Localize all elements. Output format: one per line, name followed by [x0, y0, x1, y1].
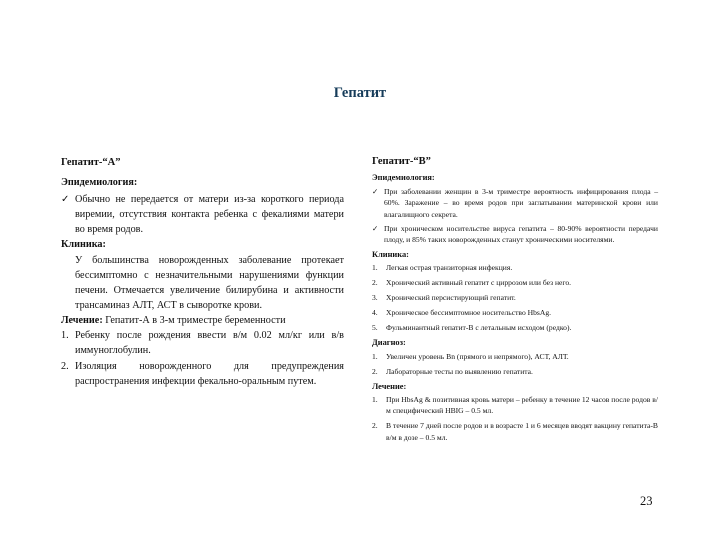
hepatitis-a-treatment-label: Лечение:: [61, 315, 103, 327]
list-number: 2.: [61, 360, 69, 372]
hepatitis-b-clinic-item-text: Легкая острая транзиторная инфекция.: [386, 263, 513, 273]
hepatitis-b-clinic-item: [372, 307, 658, 318]
list-number: 1.: [61, 329, 69, 341]
hepatitis-a-treatment-item: [61, 360, 344, 390]
hepatitis-a-clinic-label: Клиника:: [61, 238, 106, 250]
hepatitis-b-column: [372, 156, 658, 447]
hepatitis-a-treatment-item: [61, 329, 344, 359]
hepatitis-a-epidemiology-item: [61, 193, 344, 238]
hepatitis-a-column: [61, 156, 344, 391]
hepatitis-b-clinic-label: Клиника:: [372, 249, 409, 259]
hepatitis-b-epidemiology-item: [372, 186, 658, 220]
hepatitis-b-treatment-item-text: При HbsAg & позитивная кровь матери – ребенку в течение 12 часов после родов в/м специфический HBIG – 0.5 мл.: [386, 395, 658, 416]
hepatitis-b-epidemiology-label: Эпидемиология:: [372, 173, 435, 183]
list-number: 2.: [372, 421, 378, 431]
hepatitis-b-diagnosis-item-text: Лабораторные тесты по выявлению гепатита.: [386, 366, 533, 376]
hepatitis-b-diagnosis-item: [372, 366, 658, 377]
hepatitis-a-heading: Гепатит-“А”: [61, 157, 121, 168]
hepatitis-b-clinic-item: [372, 262, 658, 273]
hepatitis-b-epidemiology-item: [372, 223, 658, 246]
hepatitis-b-epidemiology-text: При заболевании женщин в 3-м триместре вероятность инфицирования плода – 60%. Заражение – во время родов при заглатывании материнской крови или влагалищного секрета.: [384, 186, 658, 219]
list-number: 3.: [372, 293, 378, 303]
hepatitis-b-diagnosis-item-text: Увеличен уровень Bn (прямого и непрямого), АСТ, АЛТ.: [386, 351, 569, 361]
hepatitis-b-treatment-item: [372, 394, 658, 417]
check-icon: ✓: [372, 224, 379, 234]
hepatitis-a-clinic-text: У большинства новорожденных заболевание протекает бессимптомно с незначительными нарушениями функции печени. Отмечается увеличение билирубина и активности трансаминаз АЛТ, АСТ в сыворотке крови.: [75, 255, 344, 312]
list-number: 4.: [372, 308, 378, 318]
hepatitis-b-diagnosis-label: Диагноз:: [372, 338, 406, 348]
hepatitis-b-diagnosis-item: [372, 351, 658, 362]
page-number: 23: [640, 494, 653, 508]
hepatitis-b-clinic-item: [372, 277, 658, 288]
hepatitis-b-clinic-item-text: Хронический активный гепатит с циррозом или без него.: [386, 278, 572, 288]
hepatitis-a-epidemiology-label: Эпидемиология:: [61, 176, 138, 188]
hepatitis-b-clinic-item: [372, 322, 658, 333]
list-number: 1.: [372, 263, 378, 273]
check-icon: ✓: [372, 186, 379, 196]
hepatitis-b-treatment-item: [372, 420, 658, 443]
hepatitis-b-clinic-item-text: Хроническое бессимптомное носительство HbsAg.: [386, 308, 552, 318]
hepatitis-b-treatment-label: Лечение:: [372, 381, 407, 391]
check-icon: ✓: [61, 193, 70, 205]
list-number: 5.: [372, 323, 378, 333]
list-number: 2.: [372, 278, 378, 288]
hepatitis-b-treatment-item-text: В течение 7 дней после родов и в возрасте 1 и 6 месяцев вводят вакцину гепатита-В в/м в дозе – 0.5 мл.: [386, 421, 658, 442]
hepatitis-a-epidemiology-text: Обычно не передается от матери из-за короткого периода виремии, отсутствия контакта ребенка с фекалиями матери во время родов.: [75, 193, 344, 235]
hepatitis-a-treatment-item-text: Изоляция новорожденного для предупреждения распространения инфекции фекально-оральным путем.: [75, 360, 344, 387]
hepatitis-b-heading: Гепатит-“В”: [372, 156, 431, 167]
list-number: 2.: [372, 366, 378, 376]
hepatitis-b-clinic-item-text: Хронический персистирующий гепатит.: [386, 293, 516, 303]
hepatitis-a-treatment-line: [61, 314, 344, 329]
hepatitis-b-clinic-item: [372, 292, 658, 303]
hepatitis-a-treatment-item-text: Ребенку после рождения ввести в/м 0.02 мл/кг или в/в иммуноглобулин.: [75, 329, 344, 356]
hepatitis-a-treatment-text: Гепатит-А в 3-м триместре беременности: [105, 315, 286, 327]
hepatitis-b-clinic-item-text: Фульминантный гепатит-В с летальным исходом (редко).: [386, 323, 572, 333]
list-number: 1.: [372, 351, 378, 361]
hepatitis-b-epidemiology-text: При хроническом носительстве вируса гепатита – 80-90% вероятности передачи плоду, и 85% таких новорожденных станут хроническими носителями.: [384, 224, 658, 245]
slide-title: Гепатит: [333, 85, 387, 101]
list-number: 1.: [372, 395, 378, 405]
